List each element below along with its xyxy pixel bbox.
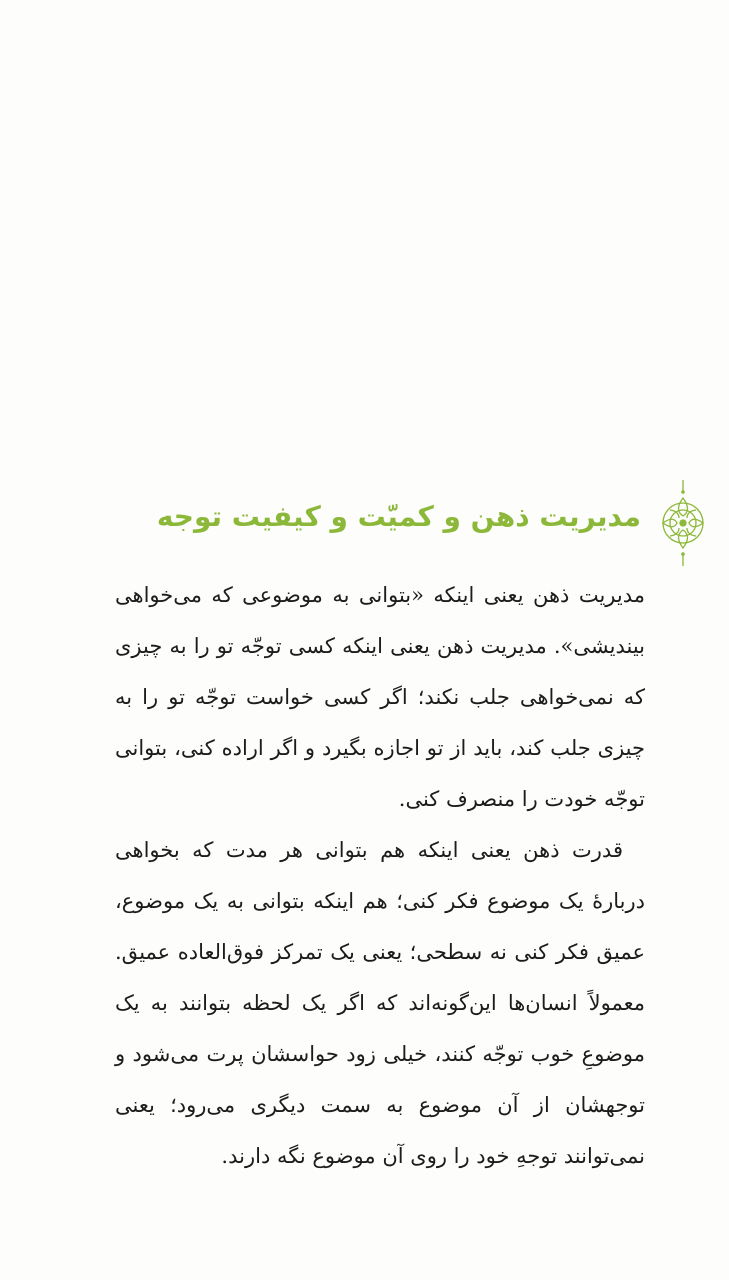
section-title: مدیریت ذهن و کمیّت و کیفیت توجه: [156, 500, 641, 533]
floral-medallion-icon: [659, 478, 707, 568]
paragraph: مدیریت ذهن یعنی اینکه «بتوانی به موضوعی که می‌خواهی بیندیشی». مدیریت ذهن یعنی اینکه کسی توجّه تو را به چیزی که نمی‌خواهی جلب نکند؛ اگر کسی خواست توجّه تو را به چیزی جلب کند، باید از تو اجازه بگیرد و اگر اراده کنی، بتوانی توجّه خودت را منصرف کنی.: [115, 583, 645, 811]
body-text: [115, 570, 645, 1182]
section-header: [147, 478, 707, 568]
paragraph: قدرت ذهن یعنی اینکه هم بتوانی هر مدت که بخواهی دربارهٔ یک موضوع فکر کنی؛ هم اینکه بتوانی به یک موضوع، عمیق فکر کنی نه سطحی؛ یعنی یک تمرکز فوق‌العاده عمیق. معمولاً انسان‌ها این‌گونه‌اند که اگر یک لحظه بتوانند به یک موضوعِ خوب توجّه کنند، خیلی زود حواسشان پرت می‌شود و توجهشان از آن موضوع به سمت دیگری می‌رود؛ یعنی نمی‌توانند توجهِ خود را روی آن موضوع نگه دارند.: [115, 838, 645, 1168]
